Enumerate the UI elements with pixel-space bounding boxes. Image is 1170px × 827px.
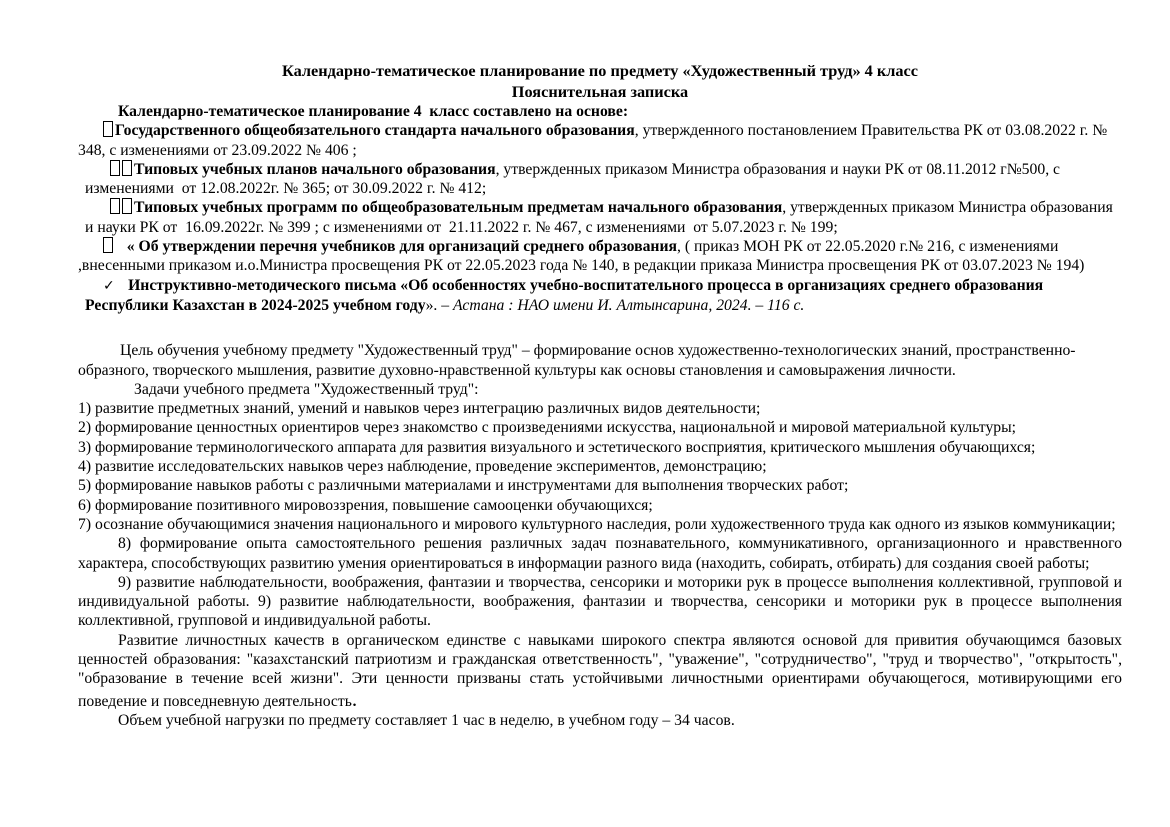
text-run: , ( приказ МОН РК от 22.05.2020 г.№ 216, с изменениями ,внесенными приказом и.о.Министра просвещения РК от 22.05.2023 года № 140, в редакции приказа Министра просвещения РК от 03.07.2023 № 194) — [78, 238, 1085, 275]
bold-text-run: Типовых учебных планов начального образования — [134, 160, 496, 178]
task-item-5 — [78, 476, 1122, 495]
text-run: 7) осознание обучающимися значения национального и мирового культурного наследия, роли художественного труда как одного из языков коммуникации; — [78, 515, 1116, 533]
basis-item-curricula-plans — [85, 160, 1122, 199]
task-item-3 — [78, 438, 1122, 457]
missing-glyph-box — [110, 198, 120, 214]
task-item-4 — [78, 457, 1122, 476]
text-run: , утвержденного постановлением Правительства РК от 03.08.2022 г. № 348, с изменениями от 23.09.2022 № 406 ; — [78, 122, 1108, 159]
bold-text-run: « Об утверждении перечня учебников для организаций среднего образования — [115, 238, 677, 256]
basis-heading — [78, 102, 1122, 121]
goal-paragraph — [78, 341, 1122, 380]
checkmark-icon: ✓ — [103, 277, 129, 294]
text-run: 5) формирование навыков работы с различными материалами и инструментами для выполнения творческих работ; — [78, 477, 849, 495]
title-line-2 — [78, 81, 1122, 102]
bold-text-run: Календарно-тематическое планирование по предмету «Художественный труд» 4 класс — [282, 61, 918, 80]
blank-line — [78, 315, 1122, 341]
bold-text-run: Типовых учебных программ по общеобразовательным предметам начального образования — [134, 199, 783, 217]
text-run: 4) развитие исследовательских навыков через наблюдение, проведение экспериментов, демонстрацию; — [78, 458, 767, 476]
text-run: , утвержденных приказом Министра образования и науки РК от 08.11.2012 г№500, с изменениями от 12.08.2022г. № 365; от 30.09.2022 г. № 412; — [85, 160, 1061, 198]
values-paragraph — [78, 631, 1122, 711]
text-run: 9) развитие наблюдательности, воображения, фантазии и творчества, сенсорики и моторики рук в процессе выполнения коллективной, групповой и индивидуальной работы. 9) развитие наблюдательности, воображения, фантазии и творчества, сенсорики и моторики рук в процессе выполнения коллективной, групповой и индивидуальной работы. — [78, 573, 1122, 630]
missing-glyph-box — [122, 160, 132, 176]
task-item-1 — [78, 399, 1122, 418]
text-run: ». — [425, 296, 442, 314]
text-run: 1) развитие предметных знаний, умений и навыков через интеграцию различных видов деятельности; — [78, 400, 761, 418]
basis-item-textbooks-order — [78, 237, 1122, 276]
task-item-7 — [78, 515, 1122, 534]
text-run: , утвержденных приказом Министра образования и науки РК от 16.09.2022г. № 399 ; с изменениями от 21.11.2022 г. № 467, с изменениями от 5.07.2023 г. № 199; — [85, 199, 1113, 236]
tasks-heading — [78, 380, 1122, 399]
text-run: 6) формирование позитивного мировоззрения, повышение самооценки обучающихся; — [78, 496, 653, 514]
bold-text-run: Календарно-тематическое планирование 4 класс составлено на основе: — [118, 103, 629, 120]
missing-glyph-box — [110, 160, 120, 176]
basis-item-standard — [78, 121, 1122, 160]
task-item-6 — [78, 496, 1122, 515]
task-item-9 — [78, 573, 1122, 631]
document-body — [78, 60, 1122, 730]
text-run: – Астана : НАО имени И. Алтынсарина, 2024. – 116 с. — [441, 296, 805, 314]
basis-item-curricula-programs — [85, 198, 1122, 237]
title-line-1 — [78, 60, 1122, 81]
task-item-2 — [78, 418, 1122, 437]
text-run: Объем учебной нагрузки по предмету составляет 1 час в неделю, в учебном году – 34 часов. — [118, 711, 735, 729]
text-run: 3) формирование терминологического аппарата для развития визуального и эстетического восприятия, критического мышления обучающихся; — [78, 438, 1036, 456]
text-run: 2) формирование ценностных ориентиров через знакомство с произведениями искусства, национальной и мировой материальной культуры; — [78, 419, 1017, 437]
missing-glyph-box — [103, 237, 113, 253]
text-run: Задачи учебного предмета "Художественный труд": — [134, 380, 479, 398]
bold-text-run: Государственного общеобязательного стандарта начального образования — [115, 122, 635, 140]
workload-paragraph — [78, 711, 1122, 730]
basis-item-instructive-letter — [85, 276, 1122, 316]
text-run: 8) формирование опыта самостоятельного решения различных задач познавательного, коммуникативного, организационного и нравственного характера, способствующих развитию умения ориентироваться в информации разного вида (находить, собирать, отбирать) для создания своей работы; — [78, 535, 1122, 572]
task-item-8 — [78, 534, 1122, 573]
text-run: . — [351, 686, 358, 711]
bold-text-run: Инструктивно-методического письма «Об особенностях учебно-воспитательного процесса в организациях среднего образования Республики Казахстан в 2024-2025 учебном году — [85, 276, 1044, 314]
bold-text-run: Пояснительная записка — [511, 82, 689, 101]
text-run: Цель обучения учебному предмету "Художественный труд" – формирование основ художественно-технологических знаний, пространственно-образного, творческого мышления, развитие духовно-нравственной культуры как основы становления и самовыражения личности. — [78, 342, 1076, 379]
missing-glyph-box — [103, 121, 113, 137]
text-run: Развитие личностных качеств в органическом единстве с навыками широкого спектра являются основой для привития обучающимся базовых ценностей образования: "казахстанский патриотизм и гражданская ответственность", "уважение", "сотрудничество", "труд и творчество", "открытость", "образование в течение всей жизни". Эти ценности призваны стать устойчивыми личностными ориентирами обучающегося, мотивирующими его поведение и повседневную деятельность — [78, 631, 1122, 710]
missing-glyph-box — [122, 198, 132, 214]
